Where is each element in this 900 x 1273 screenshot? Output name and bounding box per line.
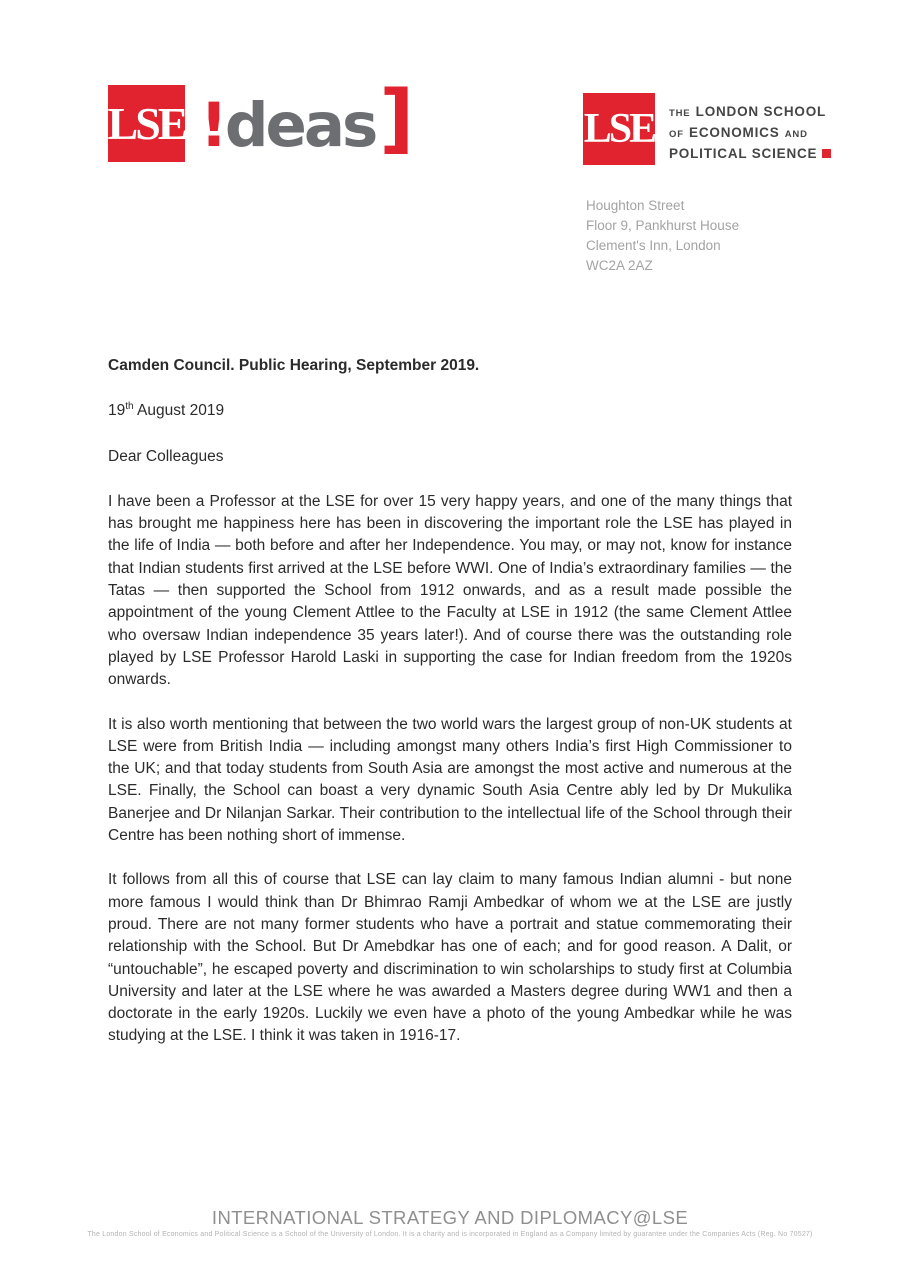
date-ordinal: th — [125, 401, 134, 413]
date-rest: August 2019 — [133, 402, 225, 420]
lse-logo-line-3: POLITICAL SCIENCE — [669, 144, 831, 163]
footer-fine-print: The London School of Economics and Political Science is a School of the University of London. It is a charity and is incorporated in England as a Company limited by guarantee under the Companies Acts (Reg. No 70527) — [87, 1231, 813, 1238]
lse-school-logo — [583, 93, 831, 165]
lse-ideas-logo — [107, 73, 412, 162]
letter-body — [108, 355, 792, 1070]
paragraph-3: It follows from all this of course that LSE can lay claim to many famous Indian alumni - but none more famous I would think than Dr Bhimrao Ramji Ambedkar of whom we at the LSE are justly proud. There are not many former students who have a portrait and statue commemorating their relationship with the School. But Dr Amebdkar has one of each; and for good reason. A Dalit, or “untouchable”, he escaped poverty and discrimination to win scholarships to study first at Columbia University and later at the LSE where he was awarded a Masters degree during WW1 and then a doctorate in the early 1920s. Luckily we even have a photo of the young Ambedkar while he was studying at the LSE. I think it was taken in 1916-17. — [108, 871, 792, 1045]
address-line: WC2A 2AZ — [586, 258, 653, 273]
lse-ideas-logo-square — [108, 85, 185, 162]
paragraph-1: I have been a Professor at the LSE for over 15 very happy years, and one of the many things that has brought me happiness here has been in discovering the important role the LSE has played in the life of India — both before and after her Independence. You may, or may not, know for instance that Indian students first arrived at the LSE before WWI. One of India’s extraordinary families — the Tatas — then supported the School from 1912 onwards, and as a result made possible the appointment of the young Clement Attlee to the Faculty at LSE in 1912 (the same Clement Attlee who oversaw Indian independence 35 years later!). And of course there was the outstanding role played by LSE Professor Harold Laski in supporting the case for Indian freedom from the 1920s onwards. — [108, 492, 792, 689]
lse-logo-letters: LSE — [583, 106, 655, 152]
lse-logo-line-1: THE LONDON SCHOOL — [669, 104, 827, 119]
lse-logo-line-2: OF ECONOMICS AND — [669, 125, 808, 140]
address-line: Houghton Street — [586, 198, 685, 213]
address-line: Clement's Inn, London — [586, 238, 721, 253]
salutation: Dear Colleagues — [108, 447, 224, 465]
ideas-wordmark — [200, 73, 412, 162]
address-line: Floor 9, Pankhurst House — [586, 218, 740, 233]
lse-logo-red-square-icon — [822, 149, 831, 158]
lse-ideas-logo-letters: LSE — [107, 98, 186, 149]
ideas-bracket-glyph: ] — [379, 73, 412, 162]
ideas-word-text: deas — [224, 90, 376, 161]
lse-logo-square — [583, 93, 655, 165]
lse-logo-wordmark — [669, 93, 831, 165]
subject-line: Camden Council. Public Hearing, September 2019. — [108, 357, 480, 374]
address-block — [586, 196, 739, 276]
paragraph-2: It is also worth mentioning that between the two world wars the largest group of non-UK students at LSE were from British India — including amongst many others India’s first High Commissioner to the UK; and that today students from South Asia are amongst the most active and numerous at the LSE. Finally, the School can boast a very dynamic South Asia Centre ably led by Dr Mukulika Banerjee and Dr Nilanjan Sarkar. Their contribution to the intellectual life of the School through their Centre has been nothing short of immense. — [108, 715, 792, 845]
ideas-exclamation-glyph: ! — [200, 90, 225, 161]
date-day: 19 — [108, 402, 126, 420]
date-line — [108, 400, 792, 422]
footer-programme-title: INTERNATIONAL STRATEGY AND DIPLOMACY@LSE — [211, 1207, 689, 1228]
